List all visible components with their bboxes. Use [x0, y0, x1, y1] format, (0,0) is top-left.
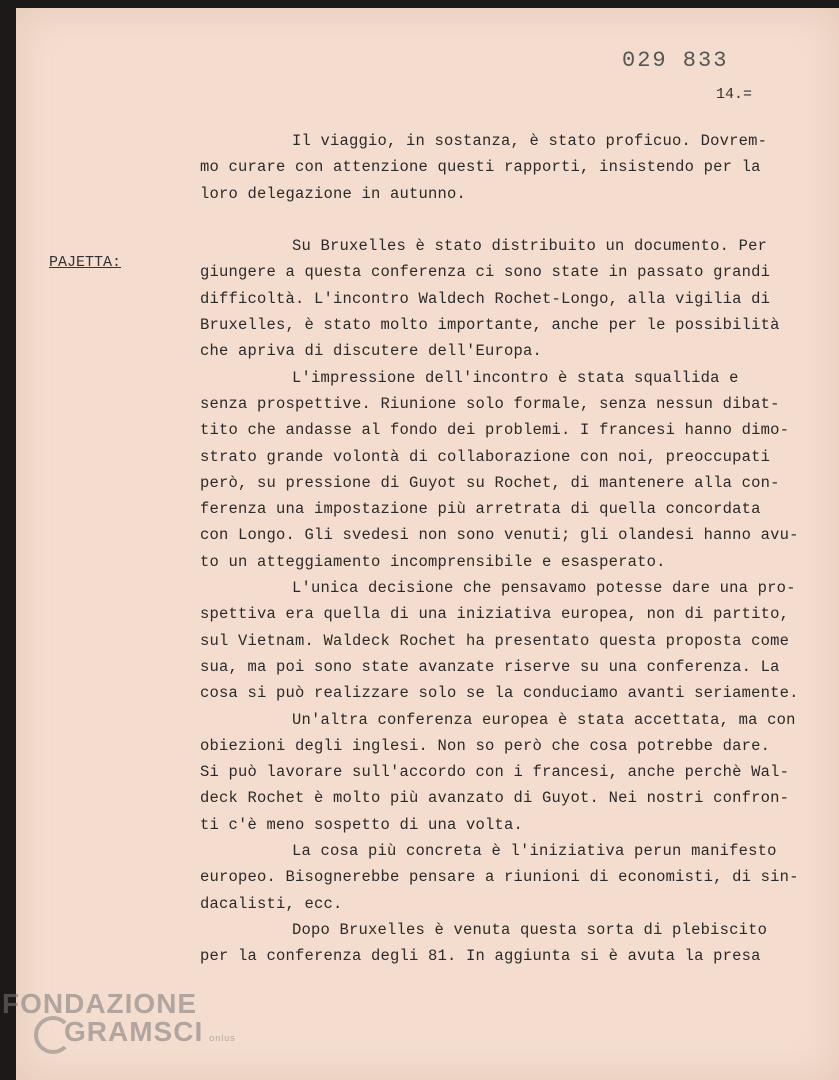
watermark-small: onlus [209, 1033, 236, 1043]
archive-stamp-number: 029 833 [622, 48, 729, 73]
text-line: deck Rochet è molto più avanzato di Guyot. Nei nostri confron- [200, 789, 790, 808]
watermark-line-1: FONDAZIONE [2, 988, 198, 1019]
text-line: però, su pressione di Guyot su Rochet, di mantenere alla con- [200, 473, 780, 492]
speaker-label: PAJETTA: [49, 254, 122, 271]
text-line: dacalisti, ecc. [200, 894, 343, 913]
text-line: Dopo Bruxelles è venuta questa sorta di plebiscito [292, 920, 768, 939]
text-line: to un atteggiamento incomprensibile e esasperato. [200, 552, 666, 571]
text-line: L'impressione dell'incontro è stata squallida e [292, 368, 739, 387]
text-line: Il viaggio, in sostanza, è stato proficuo. Dovrem- [292, 132, 768, 150]
text-line: loro delegazione in autunno. [200, 184, 467, 203]
text-line: europeo. Bisognerebbe pensare a riunioni di economisti, di sin- [200, 868, 799, 887]
text-line: per la conferenza degli 81. In aggiunta si è avuta la presa [200, 947, 761, 966]
text-line: mo curare con attenzione questi rapporti, insistendo per la [200, 158, 761, 177]
text-line: tito che andasse al fondo dei problemi. I francesi hanno dimo- [200, 421, 790, 440]
text-line: difficoltà. L'incontro Waldech Rochet-Longo, alla vigilia di [200, 289, 771, 308]
text-line: giungere a questa conferenza ci sono state in passato grandi [200, 263, 771, 282]
text-line: obiezioni degli inglesi. Non so però che cosa potrebbe dare. [200, 736, 771, 755]
text-line: strato grande volontà di collaborazione con noi, preoccupati [200, 447, 771, 466]
text-line: senza prospettive. Riunione solo formale, senza nessun dibat- [200, 394, 780, 413]
document-body [200, 128, 810, 970]
text-line: sul Vietnam. Waldeck Rochet ha presentato questa proposta come [200, 631, 790, 650]
watermark-line-2: GRAMSCI [64, 1016, 204, 1047]
text-line: La cosa più concreta è l'iniziativa perun manifesto [292, 842, 777, 861]
text-line: L'unica decisione che pensavamo potesse dare una pro- [292, 579, 796, 598]
text-line: Su Bruxelles è stato distribuito un documento. Per [292, 237, 768, 256]
text-line: con Longo. Gli svedesi non sono venuti; gli olandesi hanno avu- [200, 526, 799, 545]
text-line: spettiva era quella di una iniziativa europea, non di partito, [200, 605, 790, 624]
text-line: Si può lavorare sull'accordo con i francesi, anche perchè Wal- [200, 763, 790, 782]
text-line: ferenza una impostazione più arretrata di quella concordata [200, 500, 761, 519]
text-line: ti c'è meno sospetto di una volta. [200, 815, 524, 834]
text-line: sua, ma poi sono state avanzate riserve su una conferenza. La [200, 657, 780, 676]
text-line: Un'altra conferenza europea è stata accettata, ma con [292, 710, 796, 729]
watermark [2, 990, 236, 1052]
text-line: che apriva di discutere dell'Europa. [200, 342, 543, 361]
text-line: cosa si può realizzare solo se la conduciamo avanti seriamente. [200, 684, 799, 703]
text-line: Bruxelles, è stato molto importante, anche per le possibilità [200, 316, 780, 335]
page-number: 14.= [716, 86, 753, 103]
